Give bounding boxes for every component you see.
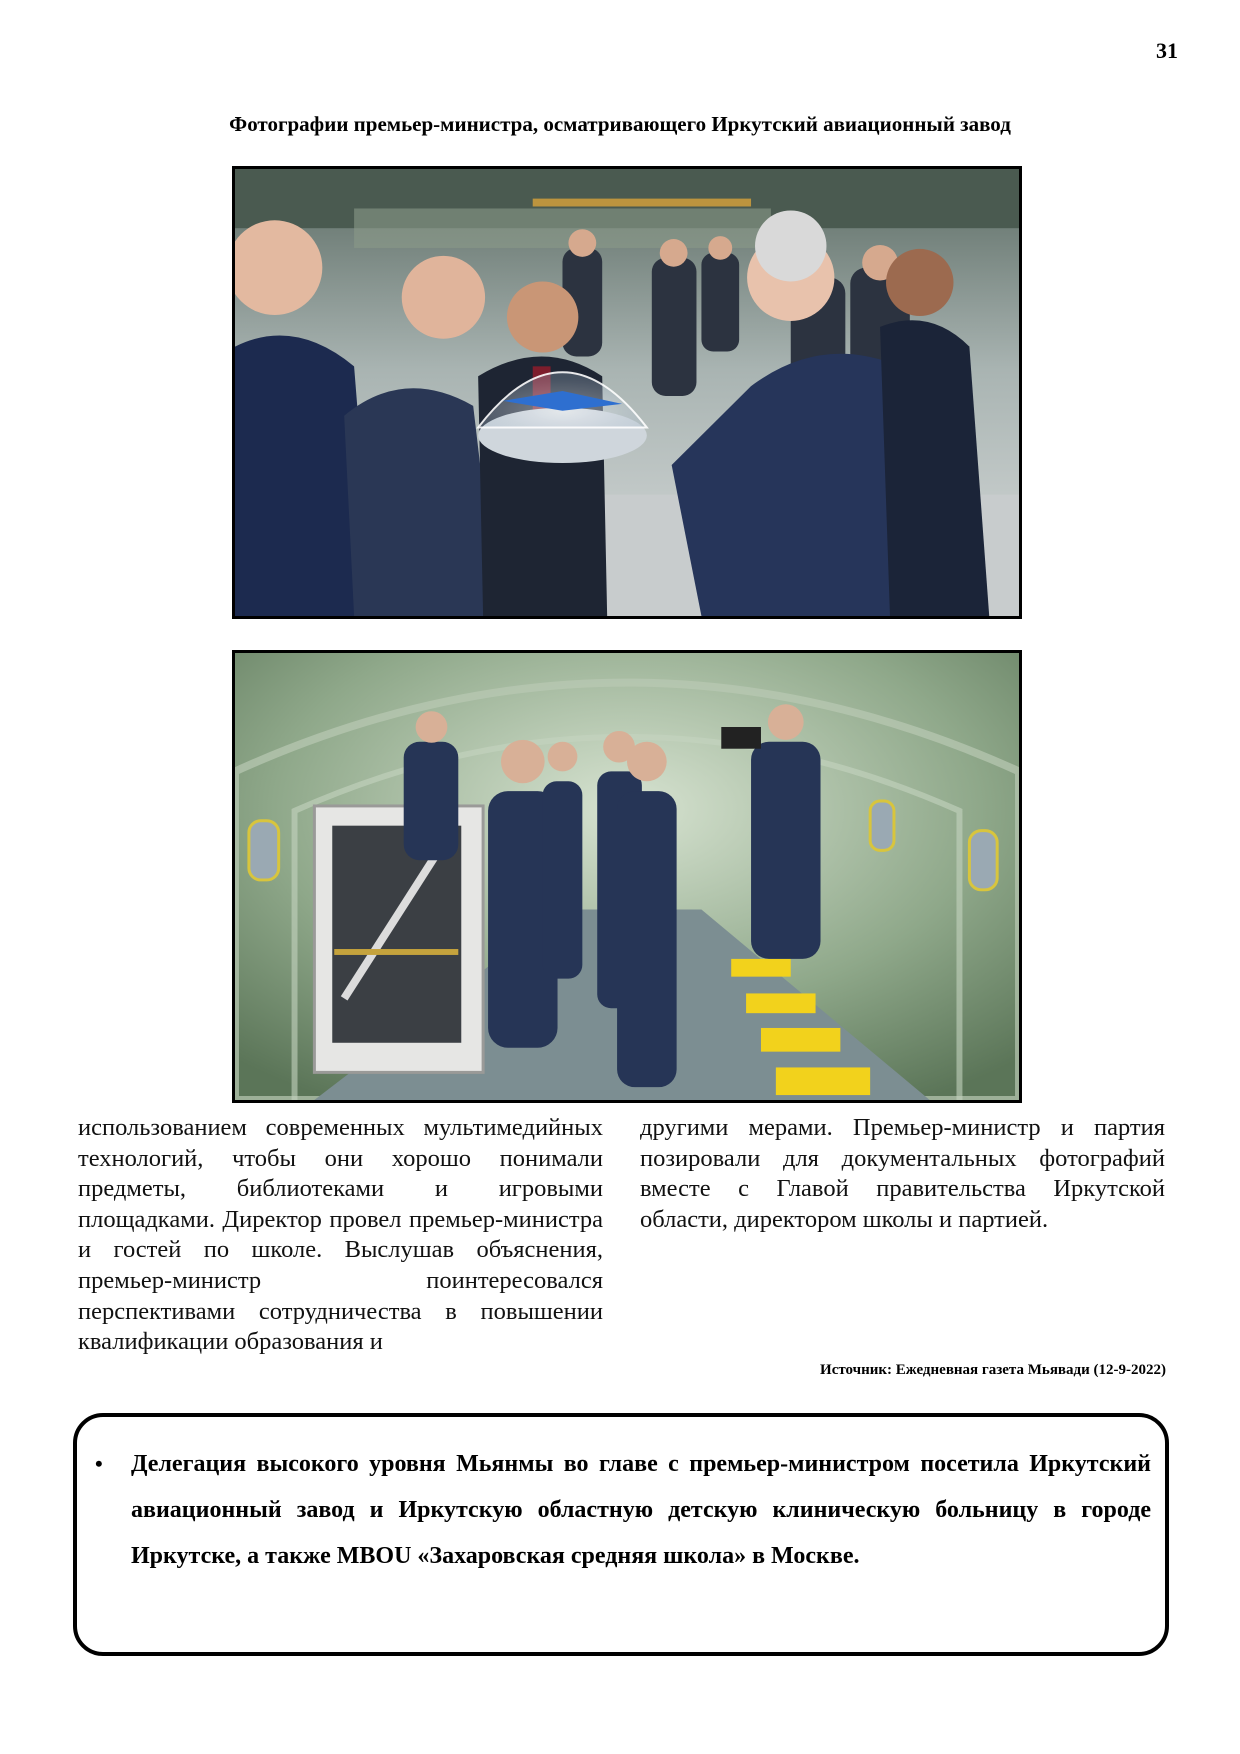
page-number: 31 (1156, 38, 1178, 63)
photo-factory-floor (232, 166, 1022, 619)
article-text-left-column: использованием современных мультимедийных технологий, чтобы они хорошо понимали предметы, библиотеками и игровыми площадками. Директор провел премьер-министра и гостей по школе. Выслушав объяснения, премьер-министр поинтересовался перспективами сотрудничества в повышении квалификации образования и (78, 1114, 603, 1356)
source-citation: Источник: Ежедневная газета Мьявади (12-9-2022) (820, 1362, 1166, 1378)
summary-box (73, 1413, 1169, 1656)
summary-text: Делегация высокого уровня Мьянмы во главе с премьер-министром посетила Иркутский авиационный завод и Иркутскую областную детскую клиническую больницу в городе Иркутске, а также MBOU «Захаровская средняя школа» в Москве. (131, 1451, 1151, 1569)
photo-caption: Фотографии премьер-министра, осматривающего Иркутский авиационный завод (229, 112, 1011, 136)
article-text-right-column: другими мерами. Премьер-министр и партия позировали для документальных фотографий вместе с Главой правительства Иркутской области, директором школы и партией. (640, 1114, 1165, 1233)
bullet-marker: • (95, 1451, 103, 1476)
photo-aircraft-cabin (232, 650, 1022, 1103)
